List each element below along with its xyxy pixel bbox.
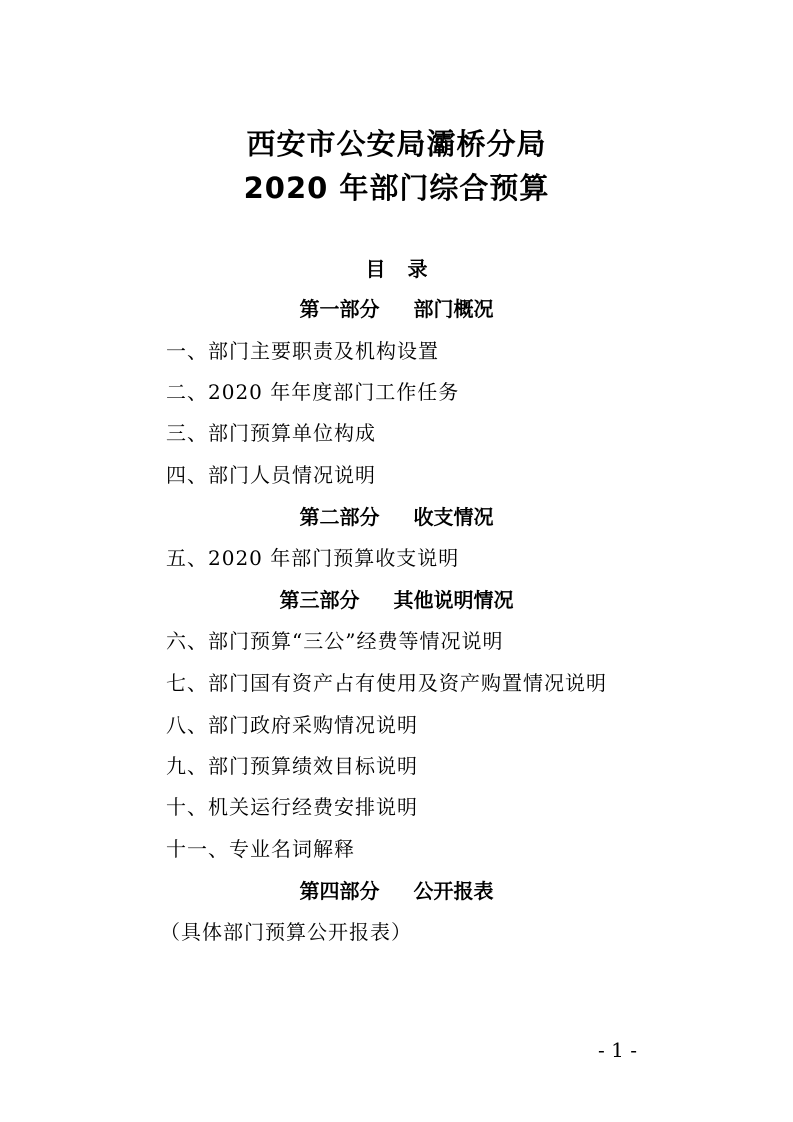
toc-item-8: 八、部门政府采购情况说明 [166, 713, 418, 737]
document-title [0, 122, 793, 210]
toc-item-12: （具体部门预算公开报表） [160, 920, 412, 944]
toc-item-7: 七、部门国有资产占有使用及资产购置情况说明 [166, 671, 607, 695]
section-heading-3 [0, 585, 793, 615]
toc-item-5: 五、2020 年部门预算收支说明 [166, 546, 460, 570]
section-name: 部门概况 [413, 297, 494, 321]
section-part: 第三部分 [279, 588, 360, 612]
section-part: 第四部分 [299, 879, 380, 903]
toc-item-6: 六、部门预算“三公”经费等情况说明 [166, 629, 504, 653]
section-heading-1 [0, 294, 793, 324]
toc-item-2: 二、2020 年年度部门工作任务 [166, 380, 460, 404]
section-heading-4 [0, 876, 793, 906]
title-line-1: 西安市公安局灞桥分局 [246, 127, 547, 161]
title-line-2: 2020 年部门综合预算 [243, 171, 550, 205]
section-part: 第一部分 [299, 297, 380, 321]
page-number: - 1 - [598, 1038, 637, 1062]
section-name: 收支情况 [413, 505, 494, 529]
toc-item-10: 十、机关运行经费安排说明 [166, 795, 418, 819]
toc-item-3: 三、部门预算单位构成 [166, 421, 376, 445]
toc-item-9: 九、部门预算绩效目标说明 [166, 754, 418, 778]
toc-heading-left: 目 [365, 257, 386, 281]
toc-heading [0, 254, 793, 284]
toc-heading-right: 录 [407, 257, 428, 281]
section-name: 公开报表 [413, 879, 494, 903]
section-heading-2 [0, 502, 793, 532]
section-part: 第二部分 [299, 505, 380, 529]
toc-item-4: 四、部门人员情况说明 [166, 463, 376, 487]
toc-item-1: 一、部门主要职责及机构设置 [166, 339, 439, 363]
section-name: 其他说明情况 [393, 588, 514, 612]
toc-item-11: 十一、专业名词解释 [166, 837, 355, 861]
